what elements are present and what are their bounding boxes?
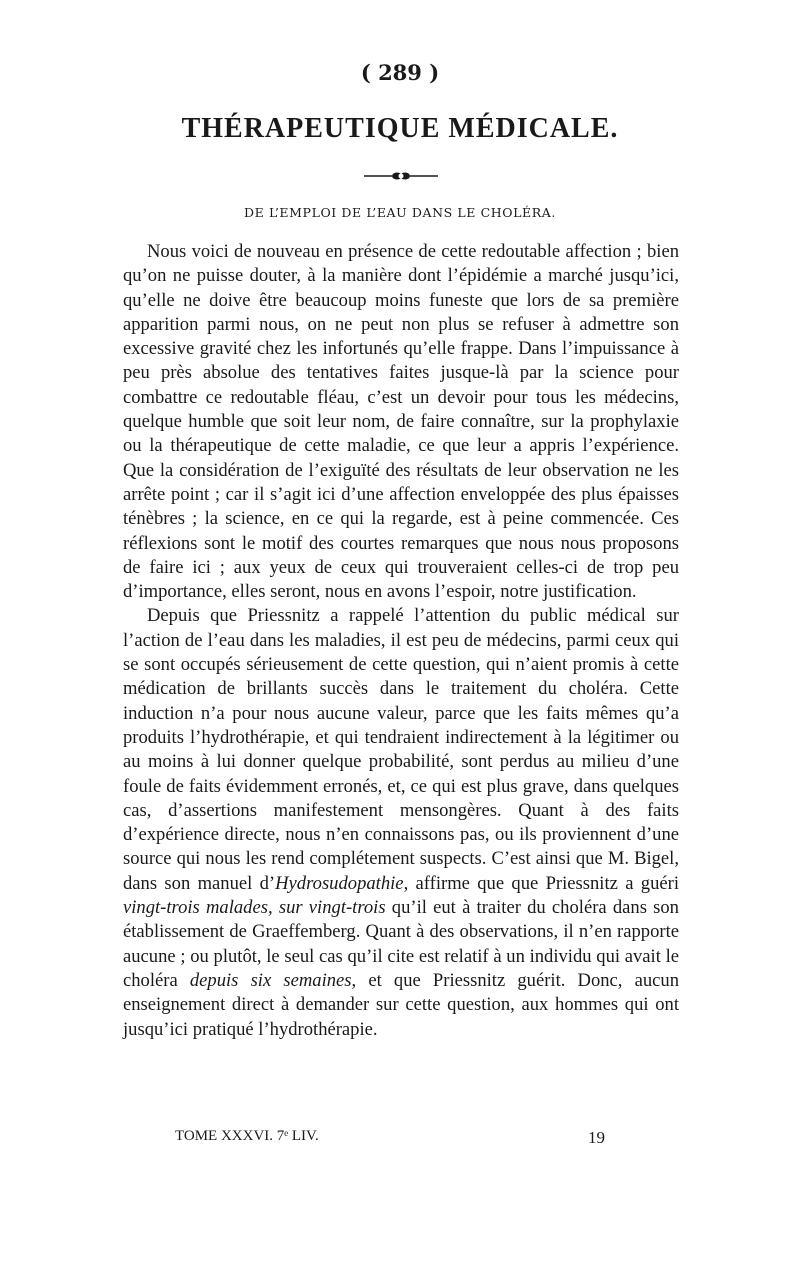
- volume-info: TOME XXXVI. 7ᵉ LIV.: [175, 1128, 319, 1144]
- page-title: THÉRAPEUTIQUE MÉDICALE.: [181, 113, 619, 144]
- italic-duration: depuis six semaines: [189, 969, 352, 991]
- paragraph-1: Nous voici de nouveau en présence de cette redoutable affection ; bien qu’on ne puisse douter, à la manière dont l’épidémie a marché jusqu’ici, qu’elle ne doive être beaucoup moins funeste que lors de sa première apparition parmi nous, on ne peut non plus se refuser à admettre son excessive gravité chez les infortunés qu’elle frappe. Dans l’impuissance à peu près absolue des tentatives faites jusque-là par la science pour combattre ce redoutable fléau, c’est un devoir pour tous les médecins, quelque humble que soit leur nom, de faire connaître, sur la prophylaxie ou la thérapeutique de cette maladie, ce que leur a appris l’expérience. Que la considération de l’exiguïté des résultats de leur observation ne les arrête point ; car il s’agit ici d’une affection enveloppée des plus épaisses ténèbres ; la science, en ce qui la regarde, est à peine commencée. Ces réflexions sont le motif des courtes remarques que nous nous proposons de faire ici ; aux yeux de ceux qui trouveraient celles-ci de trop peu d’importance, elles seront, nous en avons l’espoir, notre justification.: [123, 241, 679, 603]
- italic-claim: vingt-trois malades, sur vingt-trois: [123, 897, 386, 919]
- ornament-divider: [362, 169, 440, 183]
- paragraph-2-part-4: , et que Priessnitz guérit. Donc, aucun enseignement direct à demander sur cette question, aux hommes qui ont jusqu’ici pratiqué l’hydrothérapie.: [123, 969, 680, 1040]
- body-text: [123, 240, 679, 1042]
- page-footer: [175, 1128, 605, 1148]
- paragraph-2: [123, 604, 679, 1041]
- paragraph-2-part-2: , affirme que que Priessnitz a guéri: [403, 872, 680, 894]
- section-title: DE L’EMPLOI DE L’EAU DANS LE CHOLÉRA.: [244, 205, 556, 220]
- page-number: ( 289 ): [360, 60, 440, 85]
- italic-book-title: Hydrosudopathie: [275, 872, 404, 894]
- signature-mark: 19: [588, 1128, 605, 1147]
- paragraph-2-part-1: Depuis que Priessnitz a rappelé l’attention du public médical sur l’action de l’eau dans les maladies, il est peu de médecins, parmi ceux qui se sont occupés sérieusement de cette question, qui n’aient promis à cette médication de brillants succès dans le traitement du choléra. Cette induction n’a pour nous aucune valeur, parce que les faits mêmes qu’a produits l’hydrothérapie, et qui tendraient indirectement à la légitimer ou au moins à lui donner quelque probabilité, sont perdus au milieu d’une foule de faits évidemment erronés, et, ce qui est plus grave, dans quelques cas, d’assertions manifestement mensongères. Quant à des faits d’expérience directe, nous n’en connaissons pas, ou ils proviennent d’une source qui nous les rend complétement suspects. C’est ainsi que M. Bigel, dans son manuel d’: [123, 605, 679, 894]
- paragraph-2-part-3: qu’il eut à traiter du choléra dans son établissement de Graeffemberg. Quant à des observations, il n’en rapporte aucune ; ou plutôt, le seul cas qu’il cite est relatif à un individu qui avait le choléra: [123, 897, 679, 991]
